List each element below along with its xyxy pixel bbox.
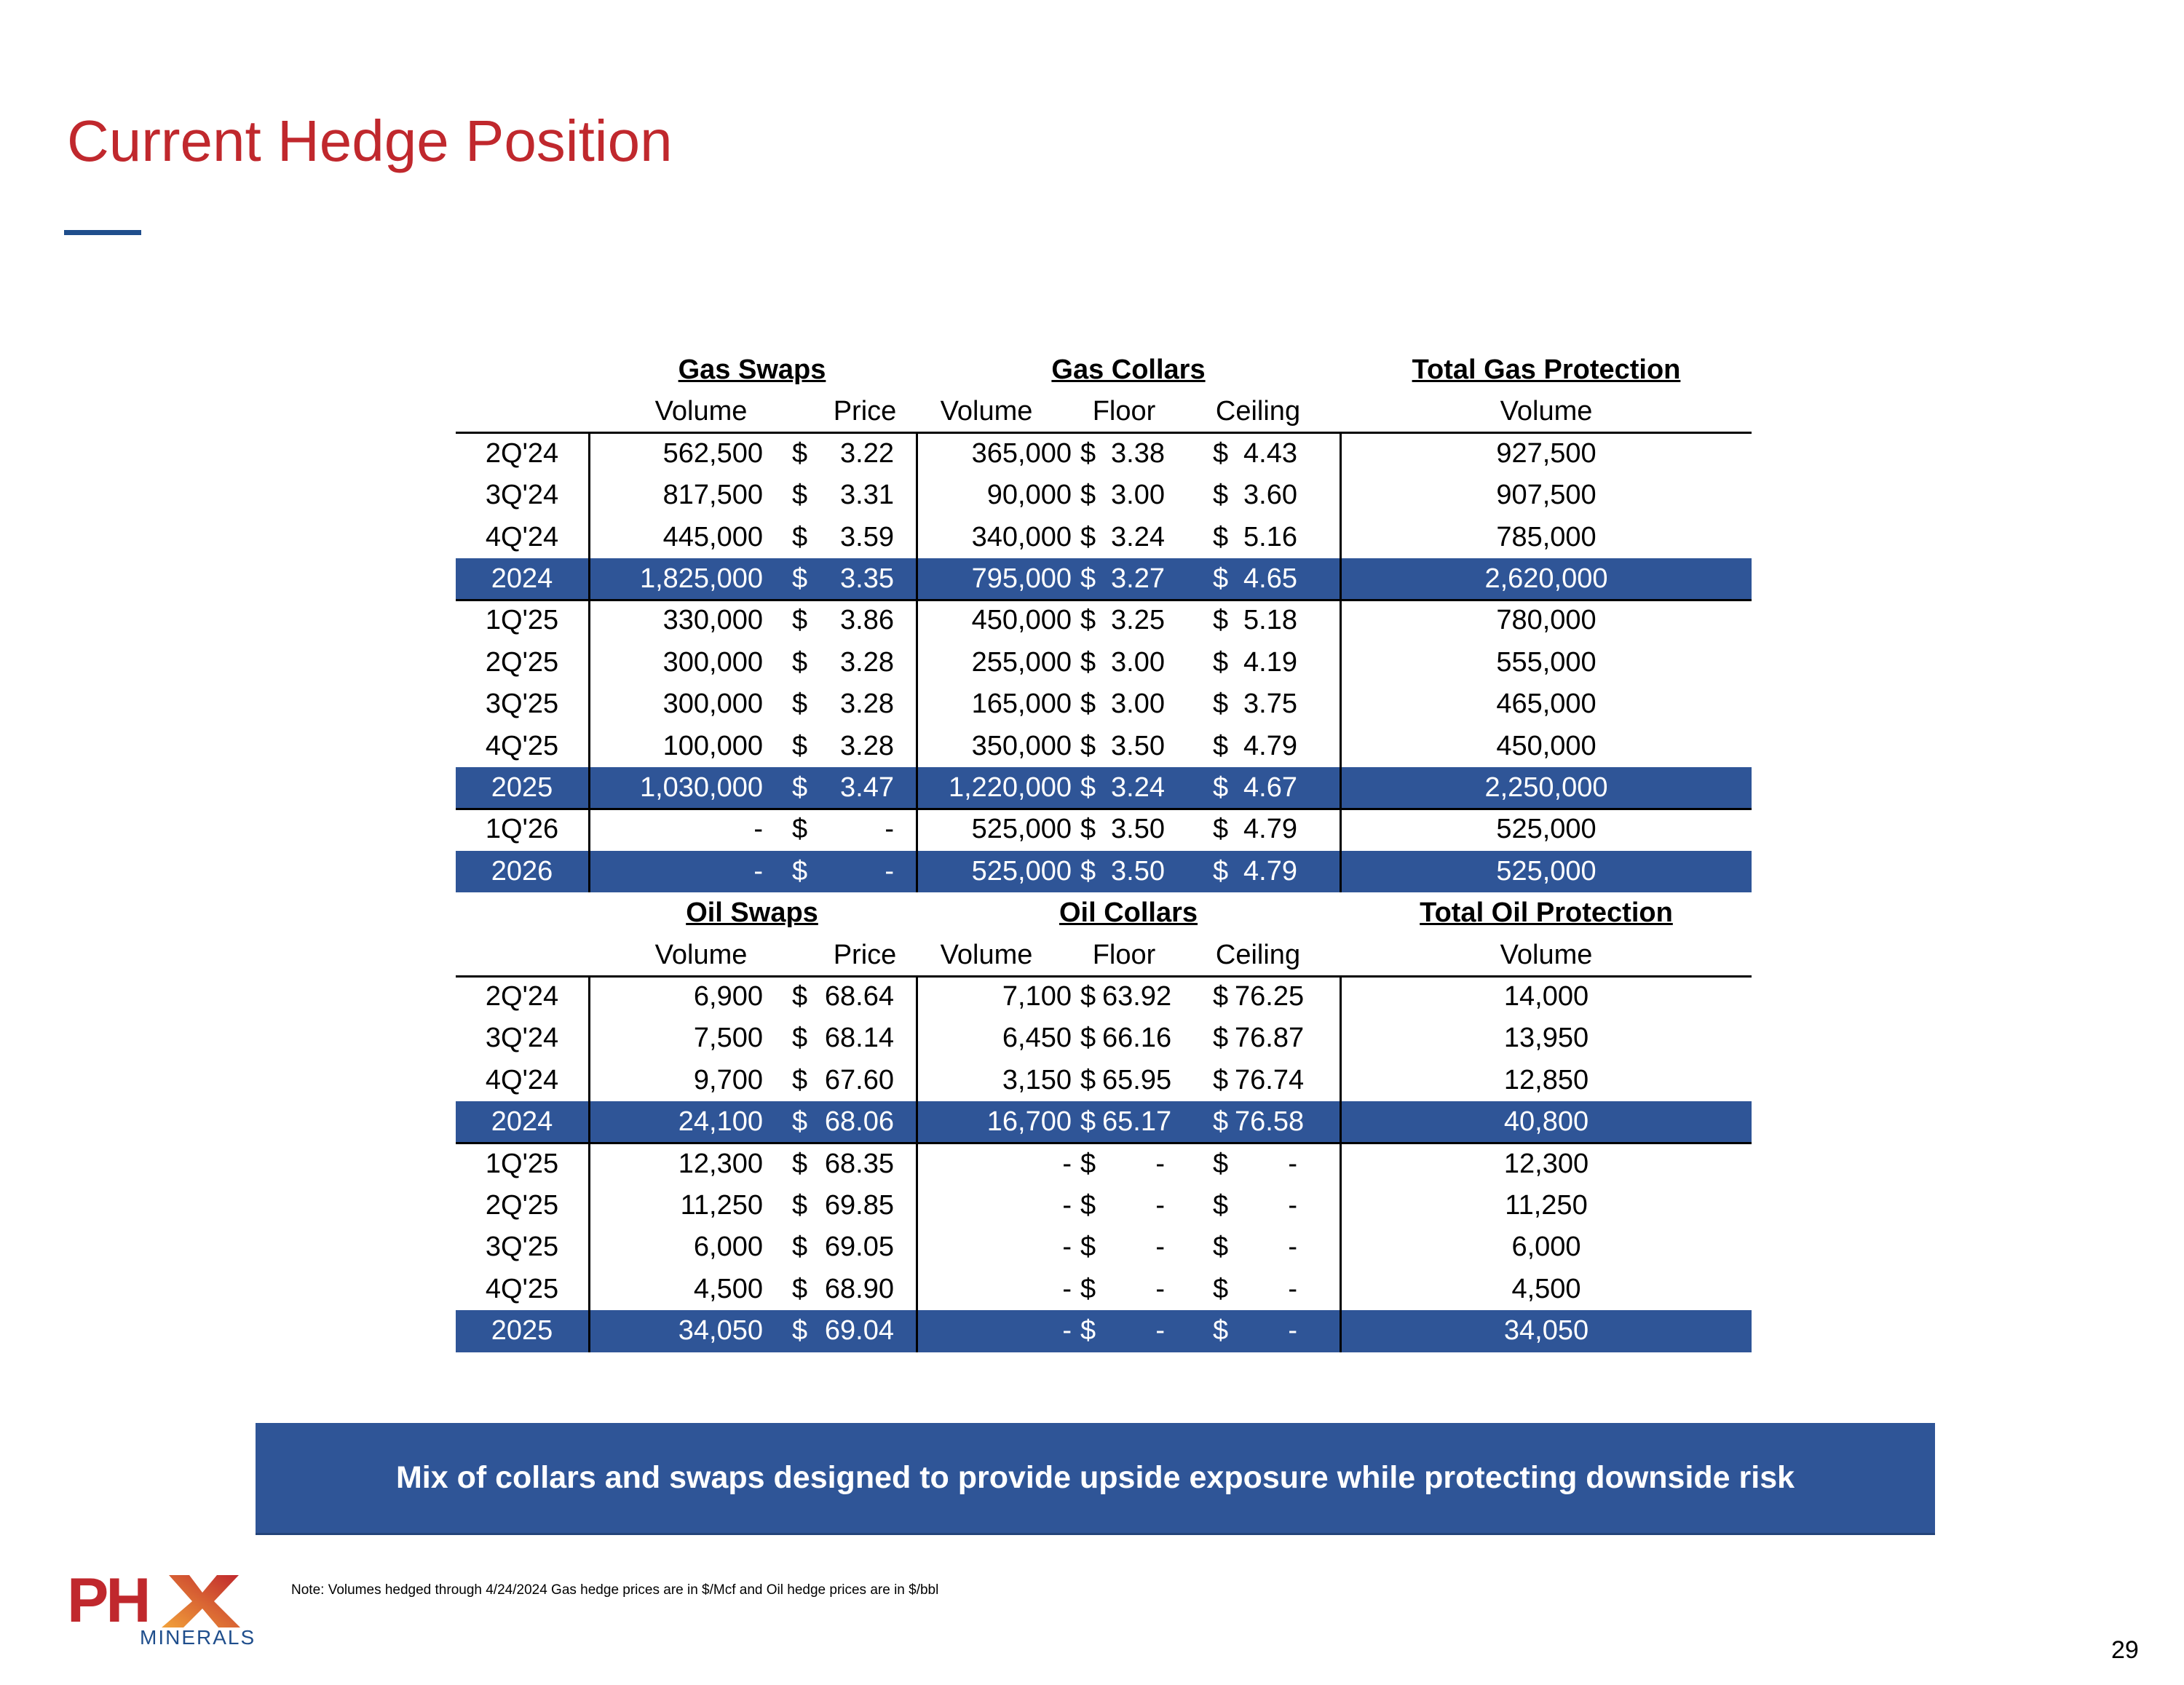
total-volume: 555,000 (1496, 646, 1597, 678)
table-row (456, 976, 1752, 1018)
collar-volume: - (1062, 1273, 1072, 1304)
currency-symbol: $ (1213, 1148, 1229, 1179)
total-volume: 12,300 (1503, 1148, 1589, 1179)
swap-price: 3.28 (840, 646, 894, 678)
svg-text:PH: PH (67, 1571, 149, 1629)
col-header-floor: Floor (1092, 396, 1156, 427)
total-volume: 40,800 (1503, 1106, 1589, 1138)
period-label: 2025 (491, 1315, 553, 1347)
currency-symbol: $ (1080, 1232, 1096, 1263)
swap-volume: 4,500 (693, 1273, 763, 1304)
currency-symbol: $ (1080, 730, 1096, 761)
period-label: 2026 (491, 855, 553, 887)
total-volume: 525,000 (1496, 855, 1597, 887)
col-header-ceiling: Ceiling (1215, 939, 1301, 970)
currency-symbol: $ (1080, 646, 1096, 678)
currency-symbol: $ (792, 1064, 808, 1095)
currency-symbol: $ (1213, 437, 1229, 469)
swap-volume: - (753, 855, 763, 887)
collar-volume: - (1062, 1148, 1072, 1179)
currency-symbol: $ (1080, 1190, 1096, 1221)
swap-volume: 24,100 (678, 1106, 763, 1138)
swap-price: 68.35 (824, 1148, 894, 1179)
swap-volume: 1,030,000 (639, 772, 763, 803)
collar-ceiling: - (1288, 1232, 1297, 1263)
swap-price: 68.14 (824, 1023, 894, 1054)
col-header-volume: Volume (940, 396, 1033, 427)
gas-column-header-row (456, 391, 1752, 432)
collar-floor: 3.00 (1111, 480, 1165, 511)
table-row (456, 517, 1752, 558)
phx-minerals-logo (67, 1571, 256, 1660)
period-label: 1Q'25 (485, 605, 559, 636)
swap-volume: 1,825,000 (639, 563, 763, 594)
currency-symbol: $ (792, 1232, 808, 1263)
swap-price: - (885, 814, 894, 845)
collar-volume: 795,000 (971, 563, 1072, 594)
period-label: 2024 (491, 563, 553, 594)
table-row (456, 726, 1752, 767)
swap-volume: 300,000 (662, 689, 763, 720)
swap-price: 68.64 (824, 981, 894, 1012)
gas-swaps-heading: Gas Swaps (678, 354, 826, 385)
swap-volume: 300,000 (662, 646, 763, 678)
currency-symbol: $ (1213, 521, 1229, 552)
oil-column-header-row (456, 935, 1752, 976)
currency-symbol: $ (1213, 1106, 1229, 1138)
collar-floor: - (1155, 1148, 1165, 1179)
collar-ceiling: 4.79 (1243, 855, 1297, 887)
currency-symbol: $ (1213, 1023, 1229, 1054)
collar-volume: 350,000 (971, 730, 1072, 761)
period-label: 2Q'24 (485, 981, 559, 1012)
period-label: 4Q'24 (485, 521, 559, 552)
currency-symbol: $ (792, 855, 808, 887)
table-row (456, 683, 1752, 725)
period-label: 2024 (491, 1106, 553, 1138)
collar-ceiling: 3.75 (1243, 689, 1297, 720)
total-row (456, 1310, 1752, 1352)
swap-price: 69.05 (824, 1232, 894, 1263)
swap-volume: 34,050 (678, 1315, 763, 1347)
currency-symbol: $ (792, 981, 808, 1012)
currency-symbol: $ (1080, 1148, 1096, 1179)
currency-symbol: $ (792, 480, 808, 511)
currency-symbol: $ (1213, 855, 1229, 887)
collar-floor: 3.24 (1111, 521, 1165, 552)
total-row (456, 1101, 1752, 1143)
currency-symbol: $ (792, 1148, 808, 1179)
swap-price: 3.47 (840, 772, 894, 803)
collar-floor: - (1155, 1190, 1165, 1221)
period-label: 2Q'24 (485, 437, 559, 469)
total-volume: 927,500 (1496, 437, 1597, 469)
col-header-volume: Volume (1500, 939, 1593, 970)
gas-collars-heading: Gas Collars (1051, 354, 1206, 385)
oil-swaps-heading: Oil Swaps (686, 897, 818, 929)
hedge-table (456, 349, 1752, 1352)
collar-floor: - (1155, 1232, 1165, 1263)
collar-ceiling: 76.87 (1235, 1023, 1305, 1054)
currency-symbol: $ (1213, 1064, 1229, 1095)
currency-symbol: $ (1213, 689, 1229, 720)
total-volume: 2,250,000 (1484, 772, 1608, 803)
currency-symbol: $ (1080, 1273, 1096, 1304)
collar-ceiling: 76.25 (1235, 981, 1305, 1012)
page-title: Current Hedge Position (67, 108, 673, 173)
swap-price: 3.59 (840, 521, 894, 552)
currency-symbol: $ (792, 1190, 808, 1221)
col-header-volume: Volume (654, 396, 748, 427)
oil-column-separator (588, 976, 590, 1352)
swap-price: 3.35 (840, 563, 894, 594)
period-label: 4Q'25 (485, 1273, 559, 1304)
period-label: 3Q'25 (485, 1232, 559, 1263)
col-header-ceiling: Ceiling (1215, 396, 1301, 427)
period-label: 2Q'25 (485, 646, 559, 678)
table-row (456, 1269, 1752, 1310)
collar-volume: 525,000 (971, 855, 1072, 887)
currency-symbol: $ (1213, 1190, 1229, 1221)
oil-total-heading: Total Oil Protection (1420, 897, 1673, 929)
total-row (456, 558, 1752, 600)
swap-volume: 6,900 (693, 981, 763, 1012)
total-volume: 2,620,000 (1484, 563, 1608, 594)
currency-symbol: $ (792, 521, 808, 552)
collar-floor: 65.95 (1102, 1064, 1172, 1095)
col-header-price: Price (833, 396, 897, 427)
collar-ceiling: 4.43 (1243, 437, 1297, 469)
collar-volume: 165,000 (971, 689, 1072, 720)
collar-floor: 3.50 (1111, 730, 1165, 761)
currency-symbol: $ (1213, 1273, 1229, 1304)
currency-symbol: $ (1213, 730, 1229, 761)
currency-symbol: $ (792, 772, 808, 803)
collar-ceiling: - (1288, 1273, 1297, 1304)
collar-floor: 66.16 (1102, 1023, 1172, 1054)
collar-volume: 6,450 (1002, 1023, 1072, 1054)
collar-floor: 65.17 (1102, 1106, 1172, 1138)
total-volume: 14,000 (1503, 981, 1589, 1012)
table-row (456, 1185, 1752, 1226)
collar-floor: - (1155, 1315, 1165, 1347)
table-row (456, 1226, 1752, 1268)
currency-symbol: $ (1213, 772, 1229, 803)
currency-symbol: $ (792, 605, 808, 636)
gas-column-separator (588, 433, 590, 892)
collar-floor: 3.38 (1111, 437, 1165, 469)
currency-symbol: $ (792, 1315, 808, 1347)
table-row (456, 1018, 1752, 1059)
collar-floor: - (1155, 1273, 1165, 1304)
swap-price: 67.60 (824, 1064, 894, 1095)
currency-symbol: $ (792, 563, 808, 594)
currency-symbol: $ (1213, 1232, 1229, 1263)
collar-ceiling: 5.18 (1243, 605, 1297, 636)
period-label: 3Q'24 (485, 1023, 559, 1054)
total-volume: 450,000 (1496, 730, 1597, 761)
oil-collars-heading: Oil Collars (1059, 897, 1198, 929)
swap-price: 3.22 (840, 437, 894, 469)
collar-volume: 525,000 (971, 814, 1072, 845)
collar-ceiling: 4.67 (1243, 772, 1297, 803)
currency-symbol: $ (1213, 480, 1229, 511)
oil-section-header-row (456, 892, 1752, 934)
currency-symbol: $ (1213, 563, 1229, 594)
period-label: 4Q'24 (485, 1064, 559, 1095)
currency-symbol: $ (792, 1023, 808, 1054)
period-label: 2Q'25 (485, 1190, 559, 1221)
table-row (456, 600, 1752, 641)
collar-ceiling: - (1288, 1148, 1297, 1179)
period-label: 1Q'26 (485, 814, 559, 845)
collar-ceiling: 4.79 (1243, 730, 1297, 761)
currency-symbol: $ (1213, 646, 1229, 678)
summary-banner (256, 1423, 1935, 1535)
currency-symbol: $ (792, 730, 808, 761)
swap-volume: - (753, 814, 763, 845)
collar-ceiling: 3.60 (1243, 480, 1297, 511)
currency-symbol: $ (1213, 981, 1229, 1012)
total-volume: 4,500 (1511, 1273, 1581, 1304)
collar-ceiling: 76.74 (1235, 1064, 1305, 1095)
total-volume: 13,950 (1503, 1023, 1589, 1054)
collar-ceiling: 4.19 (1243, 646, 1297, 678)
swap-volume: 11,250 (680, 1190, 763, 1221)
swap-volume: 100,000 (662, 730, 763, 761)
currency-symbol: $ (792, 437, 808, 469)
currency-symbol: $ (1080, 981, 1096, 1012)
currency-symbol: $ (1080, 563, 1096, 594)
gas-total-heading: Total Gas Protection (1412, 354, 1681, 385)
collar-volume: - (1062, 1232, 1072, 1263)
table-row (456, 809, 1752, 850)
collar-volume: 3,150 (1002, 1064, 1072, 1095)
gas-section-header-row (456, 349, 1752, 391)
collar-volume: 365,000 (971, 437, 1072, 469)
period-label: 4Q'25 (485, 730, 559, 761)
col-header-volume: Volume (654, 939, 748, 970)
collar-floor: 3.24 (1111, 772, 1165, 803)
collar-ceiling: 4.65 (1243, 563, 1297, 594)
total-volume: 34,050 (1503, 1315, 1589, 1347)
currency-symbol: $ (1080, 772, 1096, 803)
currency-symbol: $ (1080, 1106, 1096, 1138)
collar-floor: 3.00 (1111, 689, 1165, 720)
currency-symbol: $ (1080, 1064, 1096, 1095)
total-row (456, 767, 1752, 809)
total-volume: 525,000 (1496, 814, 1597, 845)
swap-price: 3.31 (840, 480, 894, 511)
swap-price: 68.06 (824, 1106, 894, 1138)
currency-symbol: $ (1080, 855, 1096, 887)
currency-symbol: $ (1080, 814, 1096, 845)
table-row (456, 1143, 1752, 1185)
swap-price: 69.85 (824, 1190, 894, 1221)
swap-volume: 9,700 (693, 1064, 763, 1095)
currency-symbol: $ (792, 814, 808, 845)
collar-volume: 90,000 (986, 480, 1072, 511)
col-header-volume: Volume (940, 939, 1033, 970)
period-label: 1Q'25 (485, 1148, 559, 1179)
swap-volume: 7,500 (693, 1023, 763, 1054)
collar-volume: 340,000 (971, 521, 1072, 552)
period-label: 2025 (491, 772, 553, 803)
currency-symbol: $ (1080, 1023, 1096, 1054)
period-label: 3Q'25 (485, 689, 559, 720)
collar-ceiling: 5.16 (1243, 521, 1297, 552)
logo-subtitle: MINERALS (140, 1626, 256, 1649)
swap-price: 3.86 (840, 605, 894, 636)
collar-volume: - (1062, 1315, 1072, 1347)
currency-symbol: $ (792, 646, 808, 678)
gas-column-separator (916, 433, 918, 892)
swap-volume: 6,000 (693, 1232, 763, 1263)
swap-price: 3.28 (840, 689, 894, 720)
swap-volume: 445,000 (662, 521, 763, 552)
currency-symbol: $ (1213, 814, 1229, 845)
oil-column-separator (1340, 976, 1342, 1352)
collar-volume: - (1062, 1190, 1072, 1221)
phx-logo-mark (67, 1571, 249, 1629)
currency-symbol: $ (1080, 689, 1096, 720)
title-underline-accent (64, 230, 141, 235)
collar-volume: 255,000 (971, 646, 1072, 678)
total-volume: 6,000 (1511, 1232, 1581, 1263)
collar-floor: 3.25 (1111, 605, 1165, 636)
total-volume: 12,850 (1503, 1064, 1589, 1095)
collar-ceiling: 4.79 (1243, 814, 1297, 845)
table-row (456, 433, 1752, 475)
table-row (456, 475, 1752, 516)
swap-price: 3.28 (840, 730, 894, 761)
total-volume: 785,000 (1496, 521, 1597, 552)
gas-column-separator (1340, 433, 1342, 892)
table-row (456, 1060, 1752, 1101)
collar-floor: 3.50 (1111, 855, 1165, 887)
collar-floor: 63.92 (1102, 981, 1172, 1012)
collar-ceiling: 76.58 (1235, 1106, 1305, 1138)
currency-symbol: $ (1080, 1315, 1096, 1347)
currency-symbol: $ (1080, 605, 1096, 636)
swap-price: 68.90 (824, 1273, 894, 1304)
table-row (456, 642, 1752, 683)
currency-symbol: $ (792, 689, 808, 720)
collar-volume: 1,220,000 (948, 772, 1072, 803)
collar-volume: 450,000 (971, 605, 1072, 636)
swap-volume: 562,500 (662, 437, 763, 469)
swap-volume: 330,000 (662, 605, 763, 636)
currency-symbol: $ (1080, 480, 1096, 511)
collar-ceiling: - (1288, 1315, 1297, 1347)
currency-symbol: $ (1213, 1315, 1229, 1347)
collar-floor: 3.00 (1111, 646, 1165, 678)
collar-floor: 3.27 (1111, 563, 1165, 594)
collar-floor: 3.50 (1111, 814, 1165, 845)
collar-volume: 7,100 (1002, 981, 1072, 1012)
total-volume: 465,000 (1496, 689, 1597, 720)
col-header-volume: Volume (1500, 396, 1593, 427)
col-header-floor: Floor (1092, 939, 1156, 970)
currency-symbol: $ (792, 1106, 808, 1138)
swap-price: 69.04 (824, 1315, 894, 1347)
currency-symbol: $ (792, 1273, 808, 1304)
banner-text: Mix of collars and swaps designed to provide upside exposure while protecting downside risk (395, 1460, 1795, 1495)
oil-column-separator (916, 976, 918, 1352)
currency-symbol: $ (1080, 521, 1096, 552)
swap-volume: 12,300 (678, 1148, 763, 1179)
collar-ceiling: - (1288, 1190, 1297, 1221)
footnote: Note: Volumes hedged through 4/24/2024 Gas hedge prices are in $/Mcf and Oil hedge prices are in $/bbl (291, 1582, 939, 1598)
swap-price: - (885, 855, 894, 887)
col-header-price: Price (833, 939, 897, 970)
total-row (456, 851, 1752, 892)
swap-volume: 817,500 (662, 480, 763, 511)
total-volume: 11,250 (1505, 1190, 1588, 1221)
total-volume: 907,500 (1496, 480, 1597, 511)
currency-symbol: $ (1080, 437, 1096, 469)
currency-symbol: $ (1213, 605, 1229, 636)
period-label: 3Q'24 (485, 480, 559, 511)
page-number: 29 (2111, 1636, 2139, 1664)
collar-volume: 16,700 (986, 1106, 1072, 1138)
total-volume: 780,000 (1496, 605, 1597, 636)
